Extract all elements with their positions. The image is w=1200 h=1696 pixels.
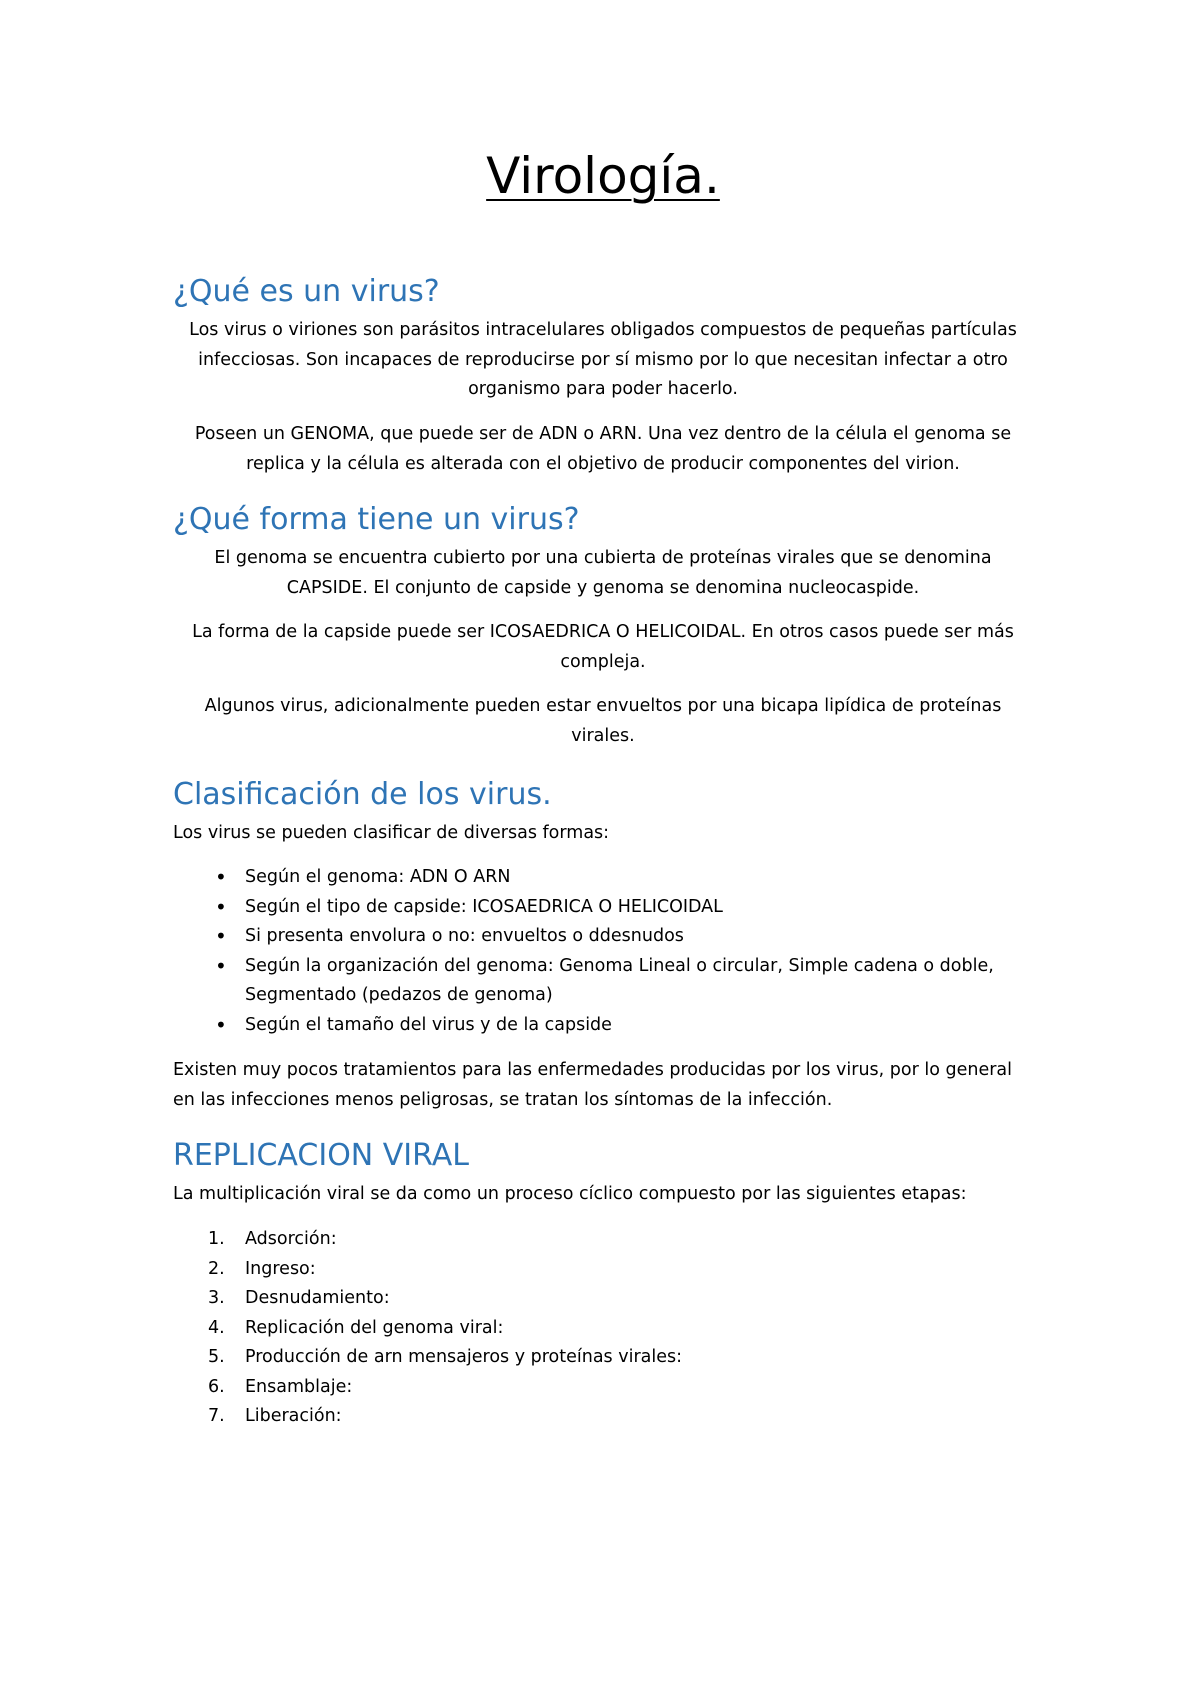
list-item xyxy=(173,1284,1033,1314)
list-number: 7. xyxy=(208,1406,225,1426)
document-title: Virología. xyxy=(486,147,720,205)
paragraph-clasificacion-intro: Los virus se pueden clasificar de diversas formas: xyxy=(173,823,610,843)
step-text: Desnudamiento: xyxy=(245,1288,390,1308)
heading-que-es-un-virus: ¿Qué es un virus? xyxy=(173,274,440,309)
paragraph-capside: El genoma se encuentra cubierto por una cubierta de proteínas virales que se denomina CAPSIDE. El conjunto de capside y genoma se denomina nucleocaspide. xyxy=(214,548,992,598)
list-item: • Si presenta envolura o no: envueltos o ddesnudos xyxy=(173,922,1033,952)
list-number: 4. xyxy=(208,1317,225,1338)
classification-list xyxy=(173,863,1033,1040)
list-item: • Según el tipo de capside: ICOSAEDRICA O HELICOIDAL xyxy=(173,893,1033,923)
list-number: 5. xyxy=(208,1347,225,1367)
list-item xyxy=(173,1314,1033,1344)
heading-replicacion-viral: REPLICACION VIRAL xyxy=(173,1138,470,1173)
list-item xyxy=(173,1343,1033,1373)
list-item xyxy=(173,1373,1033,1403)
list-number: 2. xyxy=(208,1258,225,1279)
list-item: • Según la organización del genoma: Genoma Lineal o circular, Simple cadena o doble, Segmentado (pedazos de genoma) xyxy=(173,952,1033,1011)
paragraph-tratamientos: Existen muy pocos tratamientos para las enfermedades producidas por los virus, por lo general en las infecciones menos peligrosas, se tratan los síntomas de la infección. xyxy=(173,1060,1013,1110)
paragraph-forma-capside: La forma de la capside puede ser ICOSAEDRICA O HELICOIDAL. En otros casos puede ser más compleja. xyxy=(192,622,1014,672)
list-number: 1. xyxy=(208,1229,225,1249)
step-text: Replicación del genoma viral: xyxy=(245,1317,504,1338)
step-text: Producción de arn mensajeros y proteínas virales: xyxy=(245,1347,683,1367)
replication-steps-list xyxy=(173,1225,1033,1432)
heading-clasificacion: Clasificación de los virus. xyxy=(173,777,552,812)
list-item: • Según el genoma: ADN O ARN xyxy=(173,863,1033,893)
step-text: Ensamblaje: xyxy=(245,1376,353,1397)
list-item xyxy=(173,1255,1033,1285)
heading-forma-virus: ¿Qué forma tiene un virus? xyxy=(173,502,580,537)
list-item xyxy=(173,1225,1033,1255)
paragraph-genoma: Poseen un GENOMA, que puede ser de ADN o ARN. Una vez dentro de la célula el genoma se replica y la célula es alterada con el objetivo de producir componentes del virion. xyxy=(194,424,1012,474)
paragraph-envueltos: Algunos virus, adicionalmente pueden estar envueltos por una bicapa lipídica de proteínas virales. xyxy=(204,696,1002,746)
list-item xyxy=(173,1402,1033,1432)
step-text: Liberación: xyxy=(245,1406,342,1426)
paragraph-definition: Los virus o viriones son parásitos intracelulares obligados compuestos de pequeñas partículas infecciosas. Son incapaces de reproducirse por sí mismo por lo que necesitan infectar a otro organismo para poder hacerlo. xyxy=(189,320,1017,399)
step-text: Ingreso: xyxy=(245,1258,316,1279)
list-item: • Según el tamaño del virus y de la capside xyxy=(173,1011,1033,1041)
paragraph-replicacion-intro: La multiplicación viral se da como un proceso cíclico compuesto por las siguientes etapas: xyxy=(173,1184,967,1204)
list-number: 6. xyxy=(208,1376,225,1397)
step-text: Adsorción: xyxy=(245,1229,337,1249)
list-number: 3. xyxy=(208,1288,225,1308)
